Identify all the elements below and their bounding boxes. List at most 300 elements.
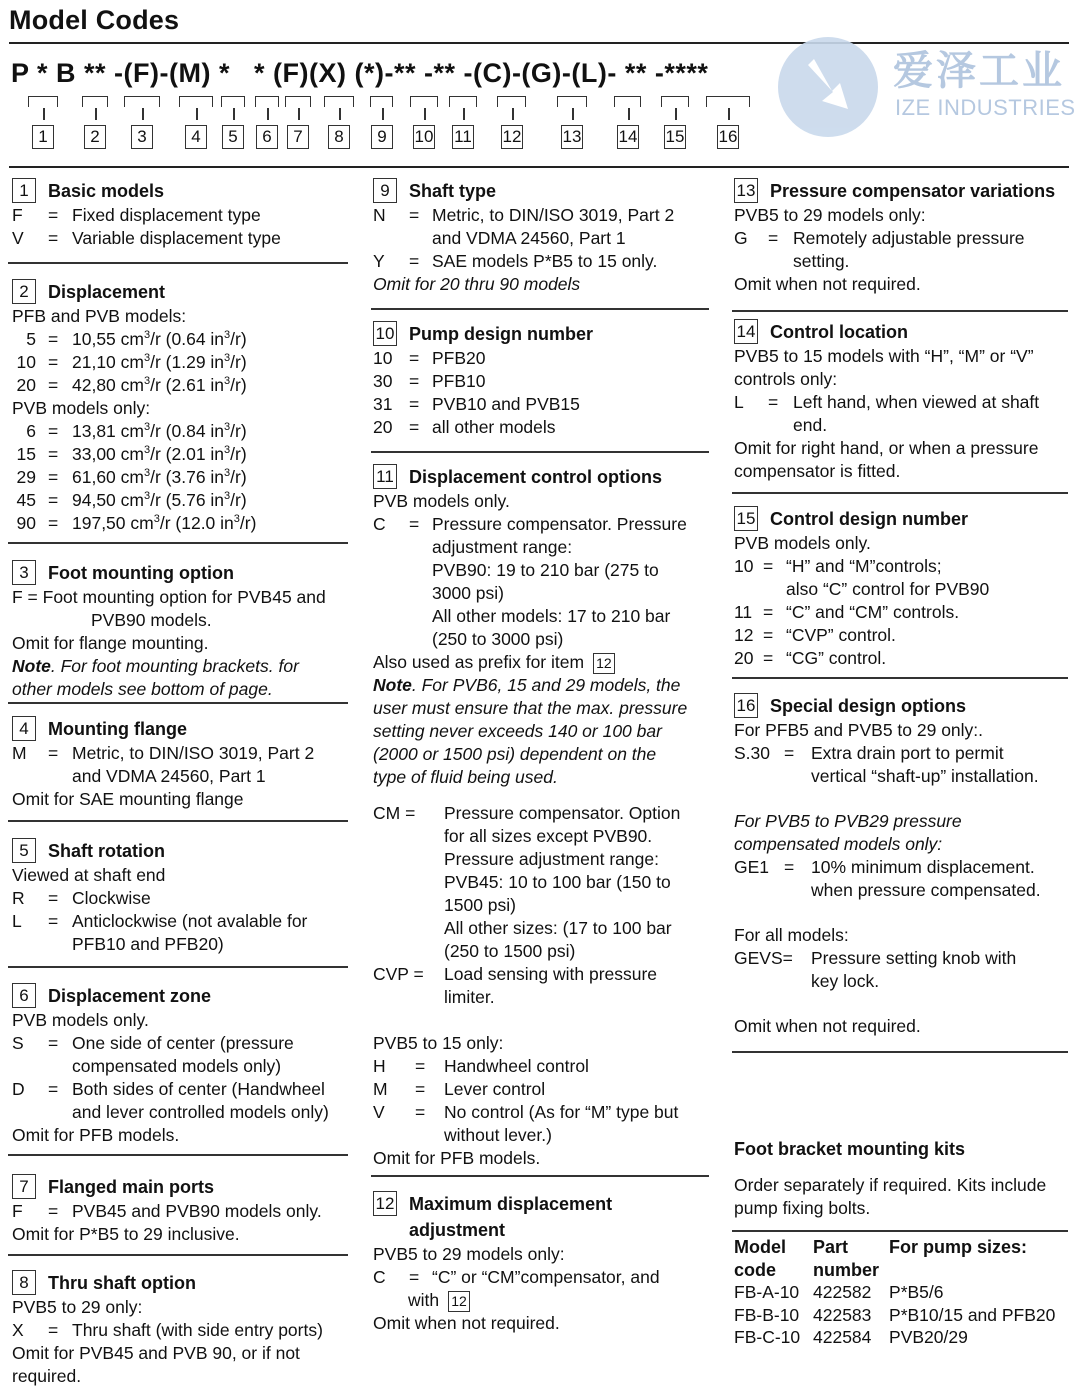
s14-intro1: PVB5 to 15 models with “H”, “M” or “V”	[734, 346, 1034, 366]
section-number-box: 6	[12, 983, 36, 1008]
code-description: Both sides of center (Handwheel and lever controlled models only)	[72, 1079, 329, 1122]
code-row	[12, 1200, 322, 1223]
section-5	[12, 838, 307, 956]
kits-cell: PVB20/29	[889, 1327, 968, 1347]
header-rule	[9, 166, 1069, 168]
section-4-title: 4 Mounting flange	[12, 716, 314, 742]
code-key: X	[12, 1320, 24, 1340]
section-4-rows	[12, 742, 314, 788]
divider	[732, 1051, 1068, 1053]
s4-omit: Omit for SAE mounting flange	[12, 789, 244, 809]
section-11-rows	[373, 513, 687, 651]
kits-header-cell: Part	[813, 1237, 849, 1257]
section-number-box: 12	[373, 1191, 397, 1216]
section-15	[734, 506, 989, 670]
equals-sign: =	[763, 648, 774, 668]
code-description: all other models	[432, 417, 556, 437]
page-title: Model Codes	[9, 5, 180, 35]
position-bracket	[324, 96, 354, 107]
section-10	[373, 321, 593, 439]
equals-sign: =	[409, 514, 420, 534]
section-1	[12, 178, 281, 250]
code-row	[12, 1319, 323, 1342]
section-3	[12, 560, 326, 701]
code-description: Handwheel control	[444, 1056, 589, 1076]
position-number-box: 13	[561, 125, 583, 149]
kits-cell: P*B5/6	[889, 1282, 944, 1302]
s11-intro: PVB models only.	[373, 491, 510, 511]
kits-cell: 422584	[813, 1327, 872, 1347]
section-number-box: 5	[12, 838, 36, 863]
bracket-stem	[43, 108, 45, 120]
code-description: PFB20	[432, 348, 486, 368]
s12-intro: PVB5 to 29 models only:	[373, 1244, 565, 1264]
section-1-rows	[12, 204, 281, 250]
code-key: D	[12, 1079, 25, 1099]
section-13	[734, 178, 1055, 296]
bracket-stem	[382, 108, 384, 120]
displacement-row	[12, 328, 256, 351]
section-number-box: 3	[12, 560, 36, 585]
section-9	[373, 178, 674, 296]
code-key: 11	[734, 602, 753, 622]
section-7-title: 7 Flanged main ports	[12, 1174, 322, 1200]
divider	[8, 542, 348, 544]
s8-intro: PVB5 to 29 only:	[12, 1297, 143, 1317]
section-12	[373, 1191, 660, 1335]
s11-omit: Omit for PFB models.	[373, 1148, 541, 1168]
code-key: GE1	[734, 857, 770, 877]
section-number-box: 8	[12, 1270, 36, 1295]
s6-omit: Omit for PFB models.	[12, 1125, 180, 1145]
divider	[8, 1154, 348, 1156]
code-row	[734, 856, 1041, 902]
section-number-box: 16	[734, 693, 758, 718]
section-number-box: 10	[373, 321, 397, 346]
displacement-row	[12, 512, 256, 535]
bracket-stem	[463, 108, 465, 120]
s16-intro: For PFB5 and PVB5 to 29 only:.	[734, 720, 984, 740]
section-6	[12, 983, 329, 1147]
code-description: No control (As for “M” type but without lever.)	[444, 1102, 679, 1145]
divider	[732, 677, 1068, 679]
code-key: 6	[26, 421, 36, 441]
section-14-title: 14 Control location	[734, 319, 1039, 345]
ize-logo-icon	[778, 37, 878, 137]
s12-with: with 12	[373, 1289, 660, 1312]
divider	[8, 820, 348, 822]
code-key: L	[12, 911, 22, 931]
code-key: G	[734, 228, 748, 248]
section-number-box: 9	[373, 178, 397, 203]
displacement-row	[12, 466, 256, 489]
section-12-title: 12 Maximum displacement adjustment	[373, 1191, 660, 1243]
code-description: PVB10 and PVB15	[432, 394, 580, 414]
position-number-box: 3	[131, 125, 153, 149]
code-description: Anticlockwise (not avalable for PFB10 and PFB20)	[72, 911, 308, 954]
section-number-box: 15	[734, 506, 758, 531]
position-number-box: 9	[371, 125, 393, 149]
code-row	[373, 802, 687, 963]
position-bracket	[82, 96, 108, 107]
code-description: Pressure setting knob with key lock.	[811, 948, 1017, 991]
bracket-stem	[196, 108, 198, 120]
s15-intro: PVB models only.	[734, 533, 871, 553]
code-row	[12, 204, 281, 227]
kits-header-cell: Model	[734, 1237, 786, 1257]
position-bracket	[614, 96, 641, 107]
code-row	[12, 887, 307, 910]
section-8-rows	[12, 1319, 323, 1342]
equals-sign: =	[768, 392, 779, 412]
position-bracket	[661, 96, 689, 107]
bracket-stem	[512, 108, 514, 120]
code-description: “C” and “CM” controls.	[786, 602, 960, 622]
kits-intro1: Order separately if required. Kits include	[734, 1175, 1047, 1195]
equals-sign: =	[48, 490, 59, 510]
code-description: Remotely adjustable pressure setting.	[793, 228, 1025, 271]
equals-sign: =	[409, 371, 420, 391]
code-row	[373, 250, 674, 273]
code-description: Lever control	[444, 1079, 546, 1099]
position-number-box: 7	[287, 125, 309, 149]
code-key: R	[12, 888, 25, 908]
position-bracket	[497, 96, 526, 107]
position-number-box: 1	[32, 125, 54, 149]
section-9-rows	[373, 204, 674, 273]
position-bracket	[221, 96, 245, 107]
section-16	[734, 693, 1041, 1038]
code-description: 197,50 $cm^3/r$ (12.0 $in^3/r$)	[72, 513, 257, 533]
equals-sign: =	[48, 1201, 59, 1221]
position-number-box: 10	[413, 125, 435, 149]
equals-sign: =	[409, 251, 420, 271]
position-bracket	[28, 96, 58, 107]
section-number-box: 13	[734, 178, 758, 203]
code-row	[373, 1101, 687, 1147]
code-description: Thru shaft (with side entry ports)	[72, 1320, 323, 1340]
equals-sign: =	[409, 1267, 420, 1287]
code-description: One side of center (pressure compensated models only)	[72, 1033, 294, 1076]
kits-header-row	[734, 1259, 1055, 1282]
kits-header-cell	[889, 1259, 1055, 1282]
section-7	[12, 1174, 322, 1246]
bracket-stem	[628, 108, 630, 120]
code-row	[12, 742, 314, 788]
s9-omit: Omit for 20 thru 90 models	[373, 274, 581, 294]
code-row	[373, 393, 593, 416]
equals-sign: =	[48, 743, 59, 763]
section-number-box: 7	[12, 1174, 36, 1199]
kits-cell: 422582	[813, 1282, 872, 1302]
code-description: PFB10	[432, 371, 486, 391]
equals-sign: =	[409, 205, 420, 225]
code-row	[734, 391, 1039, 437]
code-description: Metric, to DIN/ISO 3019, Part 2 and VDMA 24560, Part 1	[72, 743, 315, 786]
equals-sign: =	[48, 352, 59, 372]
code-description: 61,60 $cm^3/r$ (3.76 $in^3/r$)	[72, 467, 247, 487]
code-key: 20	[16, 375, 36, 395]
code-key: 45	[16, 490, 36, 510]
bracket-stem	[728, 108, 730, 120]
s3-line3: Omit for flange mounting.	[12, 633, 209, 653]
code-key: V	[373, 1102, 385, 1122]
equals-sign: =	[409, 417, 420, 437]
position-bracket	[179, 96, 213, 107]
section-8	[12, 1270, 323, 1387]
code-key: C	[373, 514, 386, 534]
code-key: M	[373, 1079, 388, 1099]
code-description: 33,00 $cm^3/r$ (2.01 $in^3/r$)	[72, 444, 247, 464]
code-row	[373, 1266, 660, 1289]
bracket-stem	[142, 108, 144, 120]
code-description: 13,81 $cm^3/r$ (0.84 $in^3/r$)	[72, 421, 247, 441]
code-key: H	[373, 1056, 386, 1076]
equals-sign: =	[763, 556, 774, 576]
section-2	[12, 279, 256, 535]
foot-bracket-kits	[734, 1138, 1046, 1220]
kits-cell: FB-B-10	[734, 1304, 800, 1325]
code-row	[373, 416, 593, 439]
section-11-rows2	[373, 802, 687, 1009]
code-row	[734, 555, 989, 601]
code-key: S.30	[734, 743, 770, 763]
title-rule	[9, 42, 1069, 44]
model-code-string: P * B ** -(F)-(M) * * (F)(X) (*)-** -** -(C)-(G)-(L)- ** -****	[11, 58, 709, 88]
position-number-box: 6	[256, 125, 278, 149]
code-row	[734, 624, 989, 647]
bracket-stem	[339, 108, 341, 120]
code-description: Pressure compensator. Pressure adjustment range: PVB90: 19 to 210 bar (275 to 3000 psi) All other models: 17 to 210 bar (250 to 3000 psi)	[432, 514, 687, 649]
kits-table	[734, 1236, 1055, 1349]
code-description: “H” and “M”controls; also “C” control for PVB90	[786, 556, 990, 599]
divider	[8, 702, 348, 704]
equals-sign: =	[48, 1079, 59, 1099]
section-16-rows3	[734, 947, 1041, 993]
s11-prefix: Also used as prefix for item 12	[373, 651, 687, 674]
code-key: 10	[734, 556, 754, 576]
section-12-rows	[373, 1266, 660, 1289]
position-number-box: 8	[328, 125, 350, 149]
code-description: Variable displacement type	[72, 228, 281, 248]
code-description: Load sensing with pressure limiter.	[444, 964, 658, 1007]
s5-intro: Viewed at shaft end	[12, 865, 166, 885]
equals-sign: =	[48, 329, 59, 349]
code-row	[373, 1055, 687, 1078]
code-key: GEVS=	[734, 948, 793, 968]
equals-sign: =	[415, 1102, 426, 1122]
code-key: F	[12, 1201, 23, 1221]
s2-rows2	[12, 420, 256, 535]
code-description: Clockwise	[72, 888, 151, 908]
position-number-box: 14	[617, 125, 639, 149]
position-bracket	[449, 96, 477, 107]
position-number-box: 5	[222, 125, 244, 149]
code-description: PVB45 and PVB90 models only.	[72, 1201, 322, 1221]
position-bracket	[370, 96, 393, 107]
code-key: CVP =	[373, 964, 424, 984]
kits-row	[734, 1304, 1055, 1327]
code-description: SAE models P*B5 to 15 only.	[432, 251, 658, 271]
position-number-box: 2	[84, 125, 106, 149]
code-row	[373, 513, 687, 651]
code-description: 10% minimum displacement. when pressure compensated.	[811, 857, 1041, 900]
equals-sign: =	[48, 228, 59, 248]
code-key: 30	[373, 371, 393, 391]
section-14-rows	[734, 391, 1039, 437]
equals-sign: =	[48, 205, 59, 225]
code-key: 31	[373, 394, 393, 414]
divider	[371, 1175, 709, 1177]
s14-omit2: compensator is fitted.	[734, 461, 901, 481]
section-11-title: 11 Displacement control options	[373, 464, 687, 490]
code-key: M	[12, 743, 27, 763]
code-key: S	[12, 1033, 24, 1053]
section-5-rows	[12, 887, 307, 956]
s16-it2: compensated models only:	[734, 834, 943, 854]
section-6-title: 6 Displacement zone	[12, 983, 329, 1009]
divider	[732, 492, 1068, 494]
section-13-rows	[734, 227, 1055, 273]
section-2-title: 2 Displacement	[12, 279, 256, 305]
kits-title: Foot bracket mounting kits	[734, 1139, 966, 1159]
kits-cell: FB-A-10	[734, 1282, 800, 1302]
code-key: 15	[16, 444, 36, 464]
code-row	[373, 347, 593, 370]
section-4	[12, 716, 314, 811]
s11-note: Note. For PVB6, 15 and 29 models, the user must ensure that the max. pressure setting never exceeds 140 or 100 bar (2000 or 1500 psi) dependent on the type of fluid being used.	[373, 675, 688, 787]
section-number-box: 11	[373, 464, 397, 489]
code-key: CM =	[373, 803, 416, 823]
equals-sign: =	[48, 888, 59, 908]
displacement-row	[12, 374, 256, 397]
code-row	[12, 227, 281, 250]
equals-sign: =	[48, 421, 59, 441]
s16-all: For all models:	[734, 925, 849, 945]
equals-sign: =	[763, 625, 774, 645]
code-description: Fixed displacement type	[72, 205, 261, 225]
equals-sign: =	[768, 228, 779, 248]
section-11-rows3	[373, 1055, 687, 1147]
s3-line1: F = Foot mounting option for PVB45 and	[12, 587, 326, 607]
s2-rows1	[12, 328, 256, 397]
equals-sign: =	[409, 394, 420, 414]
code-description: 10,55 $cm^3/r$ (0.64 $in^3/r$)	[72, 329, 247, 349]
divider	[732, 310, 1068, 312]
kits-row	[734, 1326, 1055, 1349]
code-row	[373, 963, 687, 1009]
position-number-box: 16	[717, 125, 739, 149]
ize-logo-mark	[778, 37, 878, 137]
kits-header-row	[734, 1236, 1055, 1259]
section-13-title: 13 Pressure compensator variations	[734, 178, 1055, 204]
s16-omit: Omit when not required.	[734, 1016, 921, 1036]
position-bracket	[124, 96, 160, 107]
section-number-box: 14	[734, 319, 758, 344]
s16-it1: For PVB5 to PVB29 pressure	[734, 811, 962, 831]
section-10-title: 10 Pump design number	[373, 321, 593, 347]
kits-header-cell: number	[813, 1259, 880, 1280]
equals-sign: =	[48, 513, 59, 533]
section-3-title: 3 Foot mounting option	[12, 560, 326, 586]
equals-sign: =	[415, 1079, 426, 1099]
kits-cell: P*B10/15 and PFB20	[889, 1304, 1056, 1325]
code-row	[734, 601, 989, 624]
displacement-row	[12, 443, 256, 466]
displacement-row	[12, 489, 256, 512]
code-key: F	[12, 205, 23, 225]
s3-note2: other models see bottom of page.	[12, 679, 273, 699]
code-key: 12	[734, 625, 754, 645]
code-description: “CVP” control.	[786, 625, 896, 645]
s7-omit: Omit for P*B5 to 29 inclusive.	[12, 1224, 240, 1244]
code-key: N	[373, 205, 386, 225]
divider	[8, 1254, 348, 1256]
code-description: Extra drain port to permit vertical “shaft-up” installation.	[811, 743, 1039, 786]
code-row	[734, 227, 1055, 273]
code-key: 10	[16, 352, 36, 372]
code-description: Pressure compensator. Option for all sizes except PVB90. Pressure adjustment range: PVB45: 10 to 100 bar (150 to 1500 psi) All other sizes: (17 to 100 bar (250 to 1500 psi)	[444, 803, 681, 961]
code-row	[373, 204, 674, 250]
s13-omit: Omit when not required.	[734, 274, 921, 294]
equals-sign: =	[784, 743, 795, 763]
section-number-box: 1	[12, 178, 36, 203]
kits-header-cell: For pump sizes:	[889, 1237, 1028, 1257]
s2-intro2: PVB models only:	[12, 398, 151, 418]
code-key: Y	[373, 251, 385, 271]
item-ref-box: 12	[593, 653, 615, 674]
position-bracket	[706, 96, 750, 107]
s12-omit: Omit when not required.	[373, 1313, 560, 1333]
watermark-cn: 爱泽工业	[893, 48, 1065, 94]
position-bracket	[285, 96, 311, 107]
position-number-box: 12	[501, 125, 523, 149]
divider	[732, 1230, 1068, 1232]
equals-sign: =	[48, 911, 59, 931]
position-bracket	[255, 96, 279, 107]
equals-sign: =	[48, 375, 59, 395]
code-description: 21,10 $cm^3/r$ (1.29 $in^3/r$)	[72, 352, 247, 372]
equals-sign: =	[409, 348, 420, 368]
s8-omit2: required.	[12, 1366, 82, 1386]
section-15-title: 15 Control design number	[734, 506, 989, 532]
displacement-row	[12, 420, 256, 443]
code-row	[12, 1078, 329, 1124]
displacement-row	[12, 351, 256, 374]
section-14	[734, 319, 1039, 483]
kits-header-cell: code	[734, 1259, 777, 1280]
position-number-box: 11	[452, 125, 474, 149]
section-11	[373, 464, 687, 1170]
code-key: 5	[26, 329, 36, 349]
code-description: Left hand, when viewed at shaft end.	[793, 392, 1040, 435]
equals-sign: =	[48, 467, 59, 487]
code-key: C	[373, 1267, 386, 1287]
code-key: V	[12, 228, 24, 248]
section-9-title: 9 Shaft type	[373, 178, 674, 204]
divider	[371, 308, 709, 310]
equals-sign: =	[784, 857, 795, 877]
code-key: 90	[16, 513, 36, 533]
code-row	[373, 1078, 687, 1101]
bracket-stem	[424, 108, 426, 120]
bracket-stem	[572, 108, 574, 120]
divider	[8, 966, 348, 968]
s3-note1: Note. For foot mounting brackets. for	[12, 656, 299, 676]
section-16-title: 16 Special design options	[734, 693, 1041, 719]
s14-omit1: Omit for right hand, or when a pressure	[734, 438, 1039, 458]
section-16-rows	[734, 742, 1041, 788]
